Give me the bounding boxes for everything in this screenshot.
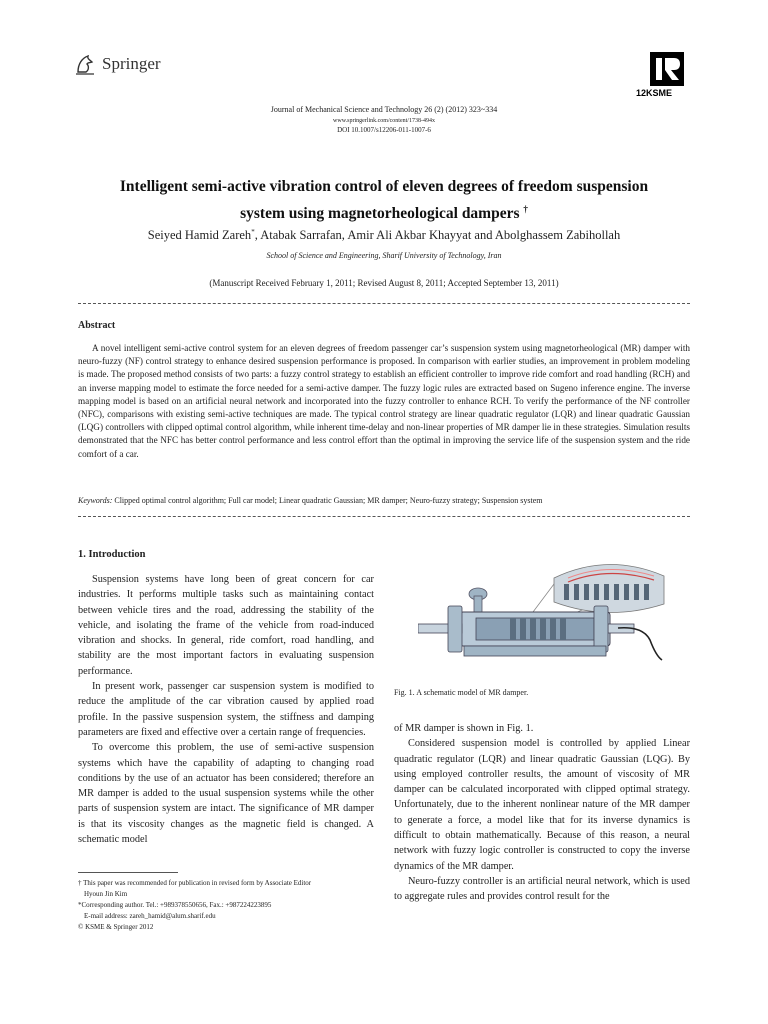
springer-logo bbox=[74, 50, 204, 78]
manuscript-dates: (Manuscript Received February 1, 2011; Revised August 8, 2011; Accepted September 13, 2011) bbox=[209, 278, 559, 288]
publisher-name: Springer bbox=[102, 54, 161, 73]
paragraph: In present work, passenger car suspension system is modified to reduce the amplitude of the car vibration caused by applied road profile. In the passive suspension system, the stiffness and damping parameters are fixed and effective over a certain range of frequencies. bbox=[78, 681, 374, 738]
title-footnote-mark: † bbox=[523, 204, 528, 214]
footnote-corresponding: *Corresponding author. Tel.: +989378550656, Fax.: +987224223895 bbox=[78, 901, 272, 909]
journal-url[interactable]: www.springerlink.com/content/1738-494x bbox=[333, 118, 435, 124]
footnote-copyright: © KSME & Springer 2012 bbox=[78, 923, 154, 931]
divider-top bbox=[78, 303, 690, 304]
right-column bbox=[394, 721, 690, 905]
footnote-editor: Hyoun Jin Kim bbox=[84, 890, 128, 898]
figure-caption: Fig. 1. A schematic model of MR damper. bbox=[394, 688, 529, 697]
title-line-1: Intelligent semi-active vibration control of eleven degrees of freedom suspension bbox=[119, 178, 649, 195]
paragraph: Considered suspension model is controlled by applied Linear quadratic regulator (LQR) and linear quadratic Gaussian (LQG). By using employed controller results, the amount of viscosity of MR damper can be calculated incorporated with clipped optimal strategy. Unfortunately, due to the inherent nonlinear nature of the MR damper to generate a force, a model like that for its inverse dynamics is difficult to obtain mathematically. Because of this reason, a neural network with fuzzy logic controller is constructed to copy the inverse dynamics of the MR damper. bbox=[394, 738, 690, 872]
keywords-label: Keywords: bbox=[78, 496, 113, 505]
springer-horse-icon bbox=[74, 52, 96, 76]
keywords bbox=[78, 496, 690, 505]
paragraph: To overcome this problem, the use of semi-active suspension systems which have the capability of adapting to changing road conditions by the use of an actuator has been considered; therefore an MR damper is added to the usual suspension systems while the other parts of suspension system are intact. The significance of MR damper is that its viscosity changes as the magnetic field is changed. A schematic model bbox=[78, 742, 374, 846]
author-list bbox=[60, 228, 708, 243]
left-column bbox=[78, 572, 374, 847]
ksme-logo bbox=[636, 52, 692, 102]
paragraph-continuation: of MR damper is shown in Fig. 1. bbox=[394, 723, 534, 734]
paragraph: Suspension systems have long been of great concern for car industries. It performs multiple tasks such as maintaining contact between vehicle tires and the road, addressing the stability of the vehicle, and isolating the frame of the vehicle from road-induced vibration and shocks. In general, ride comfort, road handling, and stability are the most important factors in evaluating suspension performance. bbox=[78, 574, 374, 677]
footnote-rule bbox=[78, 872, 178, 873]
footnotes bbox=[78, 878, 374, 933]
article-title bbox=[60, 176, 708, 225]
section-heading-introduction: 1. Introduction bbox=[78, 549, 146, 560]
co-authors: , Atabak Sarrafan, Amir Ali Akbar Khayyat and Abolghassem Zabihollah bbox=[254, 228, 621, 243]
corresponding-mark: * bbox=[251, 228, 255, 236]
journal-citation: Journal of Mechanical Science and Technology 26 (2) (2012) 323~334 bbox=[270, 105, 498, 114]
keywords-text: Clipped optimal control algorithm; Full car model; Linear quadratic Gaussian; MR damper; Neuro-fuzzy strategy; Suspension system bbox=[112, 496, 543, 505]
corresponding-author: Seiyed Hamid Zareh bbox=[147, 228, 252, 243]
ksme-label: 12KSME bbox=[636, 88, 673, 98]
mr-damper-figure bbox=[418, 556, 668, 674]
divider-bottom bbox=[78, 516, 690, 517]
title-line-2: system using magnetorheological dampers † bbox=[240, 204, 528, 223]
abstract-text: A novel intelligent semi-active control system for an eleven degrees of freedom passenger car’s suspension system using magnetorheological (MR) damper with neuro-fuzzy (NF) control strategy to enhance desired suspension performance is proposed. In comparison with earlier studies, an improvement in problem modeling is made. The proposed method consists of two parts: a fuzzy control strategy to establish an efficient controller to improve ride comfort and road handling (RCH) and an inverse mapping model to estimate the force needed for a semi-active damper. The fuzzy logic rules are extracted based on Sugeno inference engine. The inverse mapping model is based on an artificial neural network and incorporated into the fuzzy controller to enhance RCH. To verify the performance of the NF controller (NFC), comparisons with existing semi-active techniques are made. The typical control strategy are linear quadratic regulator (LQR) and linear quadratic Gaussian (LQG) controllers with clipped optimal control algorithm, while inherent time-delay and non-linear properties of MR damper lie in these strategies. Simulation results demonstrated that the NFC has better control performance and less control effort than the optimal in improving the service life of the suspension system and the ride comfort of a car. bbox=[78, 343, 690, 459]
abstract-heading: Abstract bbox=[78, 320, 116, 331]
footnote-recommendation: † This paper was recommended for publication in revised form by Associate Editor bbox=[78, 879, 312, 887]
affiliation: School of Science and Engineering, Sharif University of Technology, Iran bbox=[266, 251, 502, 260]
paragraph: Neuro-fuzzy controller is an artificial neural network, which is used to aggregate rules and provides control result for the bbox=[394, 875, 690, 903]
ksme-emblem-icon bbox=[650, 52, 684, 86]
doi: DOI 10.1007/s12206-011-1007-6 bbox=[337, 126, 431, 134]
footnote-email[interactable]: E-mail address: zareh_hamid@alum.sharif.edu bbox=[84, 912, 216, 920]
